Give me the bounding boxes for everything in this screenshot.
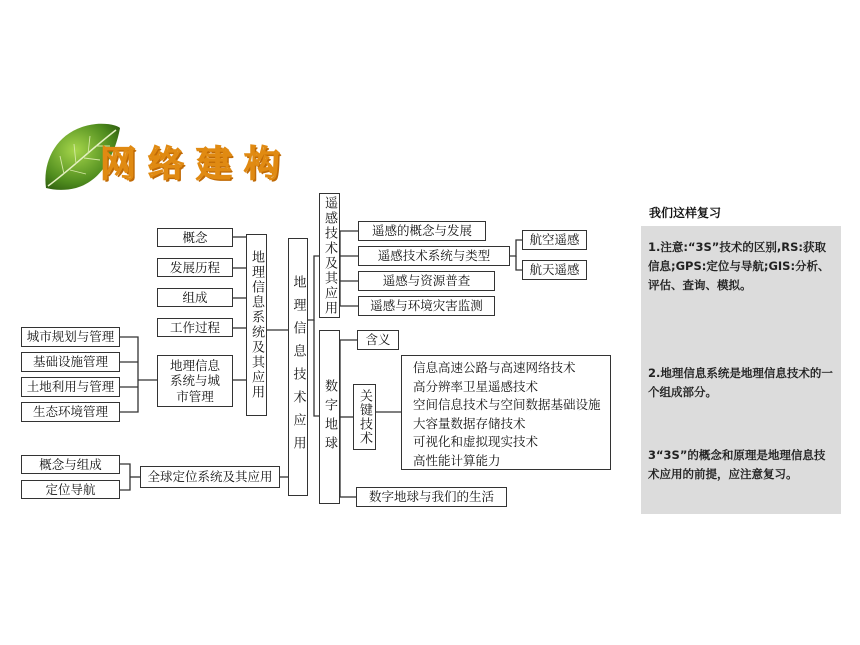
- city-item-planning: 城市规划与管理: [21, 327, 120, 347]
- rs-item-system-types: 遥感技术系统与类型: [358, 246, 510, 266]
- tech-item: 可视化和虚拟现实技术: [413, 434, 539, 449]
- gps-item-navigation: 定位导航: [21, 480, 120, 499]
- review-panel-heading: 我们这样复习: [641, 198, 841, 226]
- rs-item-concept: 遥感的概念与发展: [358, 221, 486, 241]
- tech-item: 高性能计算能力: [413, 452, 501, 468]
- de-meaning: 含义: [357, 330, 399, 350]
- gis-city-management: 地理信息系统与城市管理: [157, 355, 233, 407]
- de-life: 数字地球与我们的生活: [356, 487, 507, 507]
- rs-type-space: 航天遥感: [522, 260, 587, 280]
- rs-item-disaster-monitoring: 遥感与环境灾害监测: [358, 296, 495, 316]
- de-key-tech-label: 关键技术: [357, 389, 372, 445]
- tech-item: 信息高速公路与高速网络技术: [413, 360, 576, 375]
- gps-system-node: 全球定位系统及其应用: [140, 466, 280, 488]
- digital-earth-label: 数字地球: [322, 379, 337, 455]
- page-title: 网络建构: [100, 144, 293, 185]
- gps-item-concept: 概念与组成: [21, 455, 120, 474]
- tech-item: 高分辨率卫星遥感技术: [413, 378, 539, 394]
- rs-item-resource-survey: 遥感与资源普查: [358, 271, 495, 291]
- de-tech-list: [401, 355, 611, 470]
- geo-tech-label: 地理信息技术应用: [290, 275, 306, 459]
- review-note-1: 1.注意:“3S”技术的区别,RS:获取信息;GPS:定位与导航;GIS:分析、评估、查询、模拟。: [648, 240, 830, 292]
- gis-item-components: 组成: [157, 288, 233, 307]
- city-item-ecology: 生态环境管理: [21, 402, 120, 422]
- geo-tech-node: [288, 238, 308, 496]
- rs-type-aerial: 航空遥感: [522, 230, 587, 250]
- rs-system-label: 遥感技术及其应用: [322, 195, 337, 316]
- tech-item: 空间信息技术与空间数据基础设施: [413, 397, 601, 412]
- de-key-tech-node: [353, 384, 376, 450]
- review-note-2: 2.地理信息系统是地理信息技术的一个组成部分。: [648, 366, 833, 399]
- gis-system-node: [246, 234, 267, 416]
- gis-item-history: 发展历程: [157, 258, 233, 277]
- review-note-3: 3“3S”的概念和原理是地理信息技术应用的前提，应注意复习。: [648, 448, 826, 481]
- city-item-infrastructure: 基础设施管理: [21, 352, 120, 372]
- rs-system-node: [319, 193, 340, 318]
- gis-system-label: 地理信息系统及其应用: [249, 250, 264, 400]
- tech-item: 大容量数据存储技术: [413, 415, 526, 431]
- city-item-land-use: 土地利用与管理: [21, 377, 120, 397]
- gis-item-workflow: 工作过程: [157, 318, 233, 337]
- digital-earth-node: [319, 330, 340, 504]
- gis-item-concept: 概念: [157, 228, 233, 247]
